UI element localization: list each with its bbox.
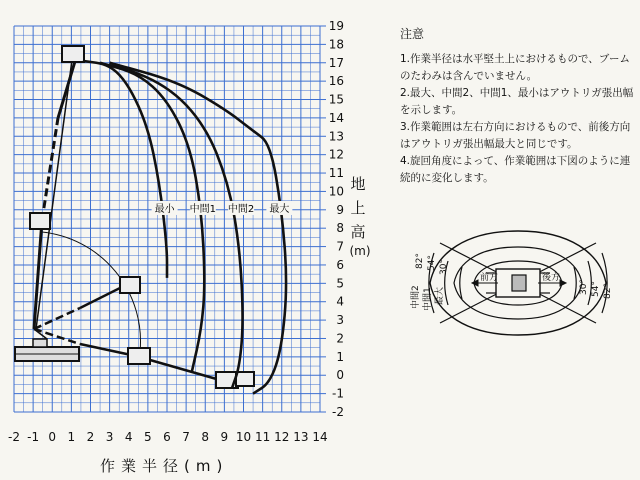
rear-label: 後方 (542, 273, 561, 283)
y-axis-label-char-1: 上 (350, 199, 366, 217)
y-tick-label: 7 (336, 239, 344, 254)
y-tick-label: 14 (328, 110, 344, 125)
range-label-0: 最小 (154, 203, 175, 215)
bucket-upper (30, 213, 50, 229)
bucket-top (62, 46, 84, 62)
range-label-2: 中間2 (227, 203, 255, 215)
y-tick-label: 17 (328, 55, 344, 70)
notes-title: 注意 (400, 27, 425, 41)
note-3: 3.作業範囲は左右方向におけるもので、前後方向はアウトリガ張出幅最大と同じです。 (400, 121, 631, 150)
x-tick-label: 3 (105, 430, 114, 444)
bucket-lower (128, 348, 150, 364)
x-tick-label: 0 (48, 430, 57, 444)
y-tick-label: 11 (328, 166, 344, 181)
y-tick-label: 2 (336, 331, 344, 346)
y-tick-label: -2 (332, 405, 344, 419)
y-axis-unit: (m) (349, 244, 371, 258)
x-tick-label: 1 (67, 430, 76, 444)
y-tick-label: 19 (328, 19, 344, 33)
angle-54-left: 54° (427, 255, 437, 271)
range-label-3: 最大 (269, 203, 290, 215)
x-tick-label: 12 (274, 430, 290, 444)
angle-30-left: 30° (439, 259, 449, 275)
x-tick-label: 11 (254, 430, 271, 444)
x-tick-label: 7 (182, 430, 190, 444)
x-axis-unit: (m) (184, 457, 229, 475)
x-axis-ticks (8, 430, 328, 444)
y-axis-ticks (320, 19, 344, 419)
y-tick-label: 5 (336, 276, 344, 291)
label-chukan2: 中間2 (411, 285, 421, 309)
bucket-middle (120, 277, 140, 293)
note-1: 1.作業半径は水平堅土上におけるもので、ブームのたわみは含んでいません。 (400, 53, 630, 82)
x-tick-label: 8 (201, 430, 210, 444)
x-tick-label: 9 (220, 430, 229, 444)
x-tick-label: 10 (235, 430, 252, 444)
angle-30-right: 30° (579, 279, 589, 295)
x-axis-title: 作業半径 (100, 457, 185, 475)
y-axis-label-char-0: 地 (350, 175, 366, 193)
y-tick-label: 0 (336, 368, 344, 383)
bucket-bottom-2 (236, 372, 254, 386)
y-tick-label: 16 (328, 74, 344, 89)
y-tick-label: 15 (328, 92, 344, 107)
y-axis-label (348, 172, 368, 244)
front-label: 前方 (480, 273, 499, 283)
angle-82-left: 82° (415, 253, 425, 269)
x-tick-label: 14 (312, 430, 328, 444)
x-tick-label: -1 (27, 430, 40, 444)
angle-82-right: 82° (603, 283, 613, 299)
x-tick-label: 2 (86, 430, 95, 444)
y-tick-label: 1 (336, 349, 344, 364)
label-chukan1: 中間1 (423, 287, 433, 311)
x-tick-label: 5 (144, 430, 152, 444)
x-tick-label: 13 (293, 430, 309, 444)
x-tick-label: 6 (163, 430, 171, 444)
y-tick-label: 4 (336, 294, 344, 309)
x-tick-label: -2 (8, 430, 20, 444)
y-tick-label: -1 (332, 386, 344, 401)
label-saidai: 最大 (435, 286, 445, 305)
y-tick-label: 10 (328, 184, 344, 199)
y-tick-label: 12 (328, 147, 344, 162)
y-axis-label-char-2: 高 (350, 223, 366, 241)
rotation-diagram (400, 213, 632, 353)
y-tick-label: 13 (328, 129, 344, 144)
y-tick-label: 6 (336, 257, 344, 272)
note-2: 2.最大、中間2、中間1、最小はアウトリガ張出幅を示します。 (400, 87, 634, 116)
y-tick-label: 18 (328, 37, 344, 52)
notes-panel (400, 26, 636, 187)
x-axis-label (100, 455, 228, 476)
y-tick-label: 9 (336, 202, 344, 217)
range-label-1: 中間1 (189, 203, 217, 215)
angle-54-right: 54° (591, 281, 601, 297)
note-4: 4.旋回角度によって、作業範囲は下図のように連続的に変化します。 (400, 155, 631, 184)
y-tick-label: 8 (336, 221, 344, 236)
x-tick-label: 4 (124, 430, 133, 444)
y-tick-label: 3 (336, 313, 344, 328)
